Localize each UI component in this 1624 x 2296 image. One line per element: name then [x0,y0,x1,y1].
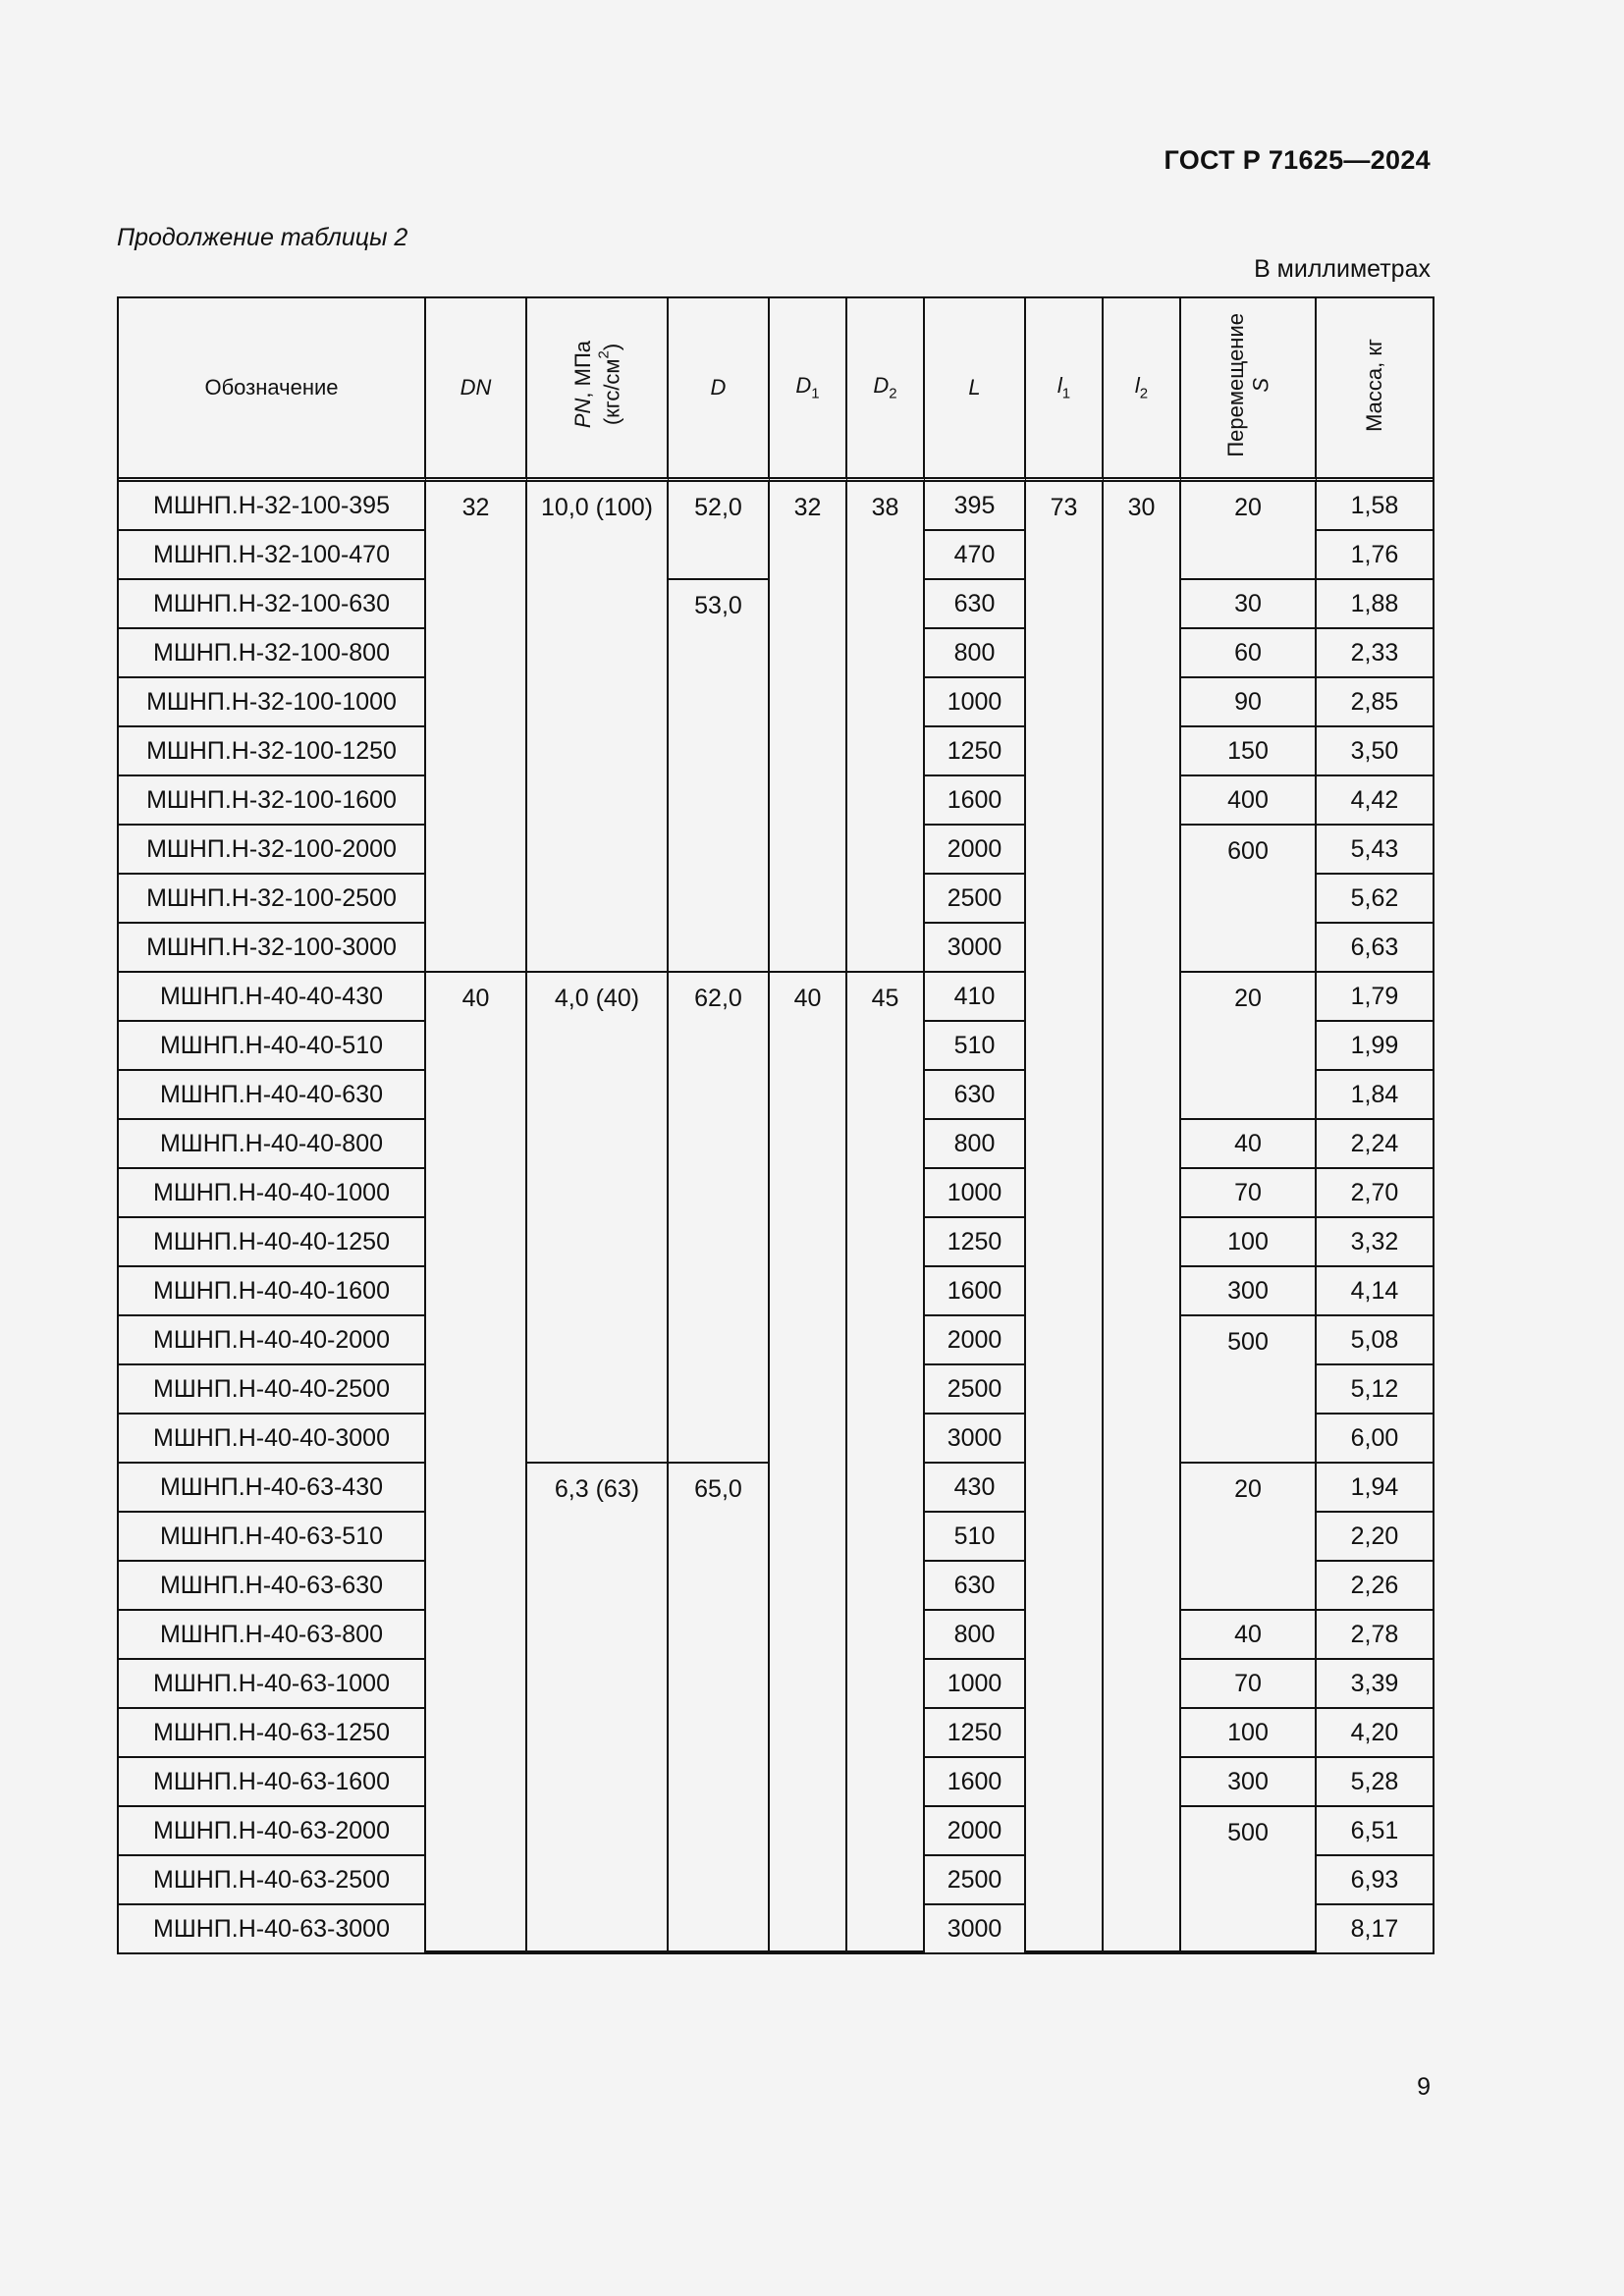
cell-displacement: 90 [1181,678,1317,727]
cell-length: 2000 [925,826,1026,875]
cell-pn: 4,0 (40) [527,973,669,1464]
cell-dn: 32 [426,482,527,973]
cell-designation: МШНП.Н-32-100-395 [119,482,426,531]
cell-length: 510 [925,1513,1026,1562]
col-header-d2: $D_2$ [847,298,925,482]
cell-designation: МШНП.Н-40-40-510 [119,1022,426,1071]
cell-mass: 2,33 [1317,629,1433,678]
cell-pn: 6,3 (63) [527,1464,669,1952]
cell-length: 1600 [925,1758,1026,1807]
cell-length: 2000 [925,1316,1026,1365]
cell-designation: МШНП.Н-40-40-1600 [119,1267,426,1316]
cell-mass: 1,88 [1317,580,1433,629]
cell-displacement: 40 [1181,1611,1317,1660]
cell-designation: МШНП.Н-32-100-2000 [119,826,426,875]
cell-mass: 6,51 [1317,1807,1433,1856]
cell-length: 430 [925,1464,1026,1513]
cell-designation: МШНП.Н-40-63-2500 [119,1856,426,1905]
cell-mass: 1,58 [1317,482,1433,531]
cell-displacement: 20 [1181,482,1317,580]
cell-displacement: 400 [1181,776,1317,826]
col-header-length: L [925,298,1026,482]
cell-d1: 32 [770,482,847,973]
table-continuation-caption: Продолжение таблицы 2 [117,224,408,251]
cell-length: 630 [925,580,1026,629]
cell-length: 1600 [925,776,1026,826]
cell-displacement: 60 [1181,629,1317,678]
cell-displacement: 40 [1181,1120,1317,1169]
cell-designation: МШНП.Н-40-40-3000 [119,1415,426,1464]
cell-displacement: 500 [1181,1316,1317,1464]
cell-mass: 2,24 [1317,1120,1433,1169]
cell-length: 3000 [925,1415,1026,1464]
cell-mass: 2,85 [1317,678,1433,727]
table-header-row [119,298,1433,482]
cell-length: 800 [925,1120,1026,1169]
cell-designation: МШНП.Н-40-40-2500 [119,1365,426,1415]
cell-d2: 38 [847,482,925,973]
cell-mass: 4,20 [1317,1709,1433,1758]
cell-mass: 6,63 [1317,924,1433,973]
cell-length: 510 [925,1022,1026,1071]
cell-mass: 5,12 [1317,1365,1433,1415]
cell-mass: 5,62 [1317,875,1433,924]
cell-length: 1000 [925,678,1026,727]
cell-designation: МШНП.Н-32-100-630 [119,580,426,629]
cell-designation: МШНП.Н-40-63-430 [119,1464,426,1513]
cell-d: 52,0 [669,482,770,580]
cell-length: 395 [925,482,1026,531]
cell-mass: 6,93 [1317,1856,1433,1905]
cell-designation: МШНП.Н-32-100-1000 [119,678,426,727]
cell-d: 53,0 [669,580,770,973]
cell-mass: 1,84 [1317,1071,1433,1120]
cell-length: 470 [925,531,1026,580]
col-header-mass: Масса, кг [1317,298,1433,482]
page-number: 9 [1417,2073,1431,2101]
cell-l2: 30 [1104,482,1181,1952]
table-row [119,482,1433,531]
cell-length: 1600 [925,1267,1026,1316]
cell-mass: 5,08 [1317,1316,1433,1365]
units-note: В миллиметрах [1254,255,1431,283]
col-header-dn: DN [426,298,527,482]
cell-designation: МШНП.Н-32-100-800 [119,629,426,678]
cell-displacement: 100 [1181,1218,1317,1267]
cell-length: 1250 [925,727,1026,776]
cell-mass: 5,43 [1317,826,1433,875]
cell-length: 1250 [925,1709,1026,1758]
cell-mass: 2,26 [1317,1562,1433,1611]
cell-designation: МШНП.Н-32-100-2500 [119,875,426,924]
cell-mass: 1,99 [1317,1022,1433,1071]
col-header-displacement: Перемещение S [1181,298,1317,482]
cell-d: 65,0 [669,1464,770,1952]
cell-length: 1250 [925,1218,1026,1267]
cell-designation: МШНП.Н-40-63-3000 [119,1905,426,1952]
cell-displacement: 300 [1181,1758,1317,1807]
cell-mass: 4,14 [1317,1267,1433,1316]
cell-mass: 2,20 [1317,1513,1433,1562]
cell-d1: 40 [770,973,847,1952]
cell-displacement: 150 [1181,727,1317,776]
col-header-d1: $D_1$ [770,298,847,482]
cell-mass: 4,42 [1317,776,1433,826]
cell-length: 800 [925,629,1026,678]
cell-designation: МШНП.Н-40-63-2000 [119,1807,426,1856]
cell-displacement: 20 [1181,1464,1317,1611]
cell-designation: МШНП.Н-32-100-1600 [119,776,426,826]
cell-d2: 45 [847,973,925,1952]
cell-displacement: 70 [1181,1660,1317,1709]
cell-designation: МШНП.Н-32-100-470 [119,531,426,580]
cell-displacement: 600 [1181,826,1317,973]
cell-mass: 2,78 [1317,1611,1433,1660]
cell-mass: 8,17 [1350,1914,1399,1943]
cell-designation: МШНП.Н-40-63-1000 [119,1660,426,1709]
cell-designation: МШНП.Н-40-63-1250 [119,1709,426,1758]
cell-designation: МШНП.Н-40-40-2000 [119,1316,426,1365]
col-header-designation: Обозначение [119,298,426,482]
col-header-pn: PN, МПа $(кгс/см^2)$ [527,298,669,482]
cell-designation: МШНП.Н-40-40-430 [119,973,426,1022]
cell-length: 630 [925,1562,1026,1611]
cell-mass: 3,50 [1317,727,1433,776]
cell-designation: МШНП.Н-32-100-3000 [119,924,426,973]
cell-displacement: 20 [1181,973,1317,1120]
cell-dn: 40 [426,973,527,1952]
cell-length: 2000 [925,1807,1026,1856]
cell-mass: 1,79 [1317,973,1433,1022]
cell-mass: 2,70 [1317,1169,1433,1218]
cell-designation: МШНП.Н-40-63-1600 [119,1758,426,1807]
cell-length: 2500 [925,1856,1026,1905]
cell-length: 1000 [925,1660,1026,1709]
cell-mass: 1,76 [1317,531,1433,580]
cell-mass: 6,00 [1317,1415,1433,1464]
cell-designation: МШНП.Н-40-40-630 [119,1071,426,1120]
cell-designation: МШНП.Н-40-63-510 [119,1513,426,1562]
document-code: ГОСТ Р 71625—2024 [1164,145,1431,175]
cell-displacement: 30 [1181,580,1317,629]
cell-d: 62,0 [669,973,770,1464]
cell-length: 1000 [925,1169,1026,1218]
cell-length: 3000 [925,924,1026,973]
cell-length: 2500 [925,1365,1026,1415]
cell-l1: 73 [1026,482,1104,1952]
cell-designation: МШНП.Н-40-40-800 [119,1120,426,1169]
cell-length: 800 [925,1611,1026,1660]
cell-mass: 5,28 [1317,1758,1433,1807]
col-header-l1: $l_1$ [1026,298,1104,482]
cell-length: 410 [925,973,1026,1022]
cell-displacement: 70 [1181,1169,1317,1218]
cell-length: 630 [925,1071,1026,1120]
cell-designation: МШНП.Н-40-63-630 [119,1562,426,1611]
specification-table [117,296,1435,1954]
cell-mass: 3,39 [1317,1660,1433,1709]
cell-designation: МШНП.Н-32-100-1250 [119,727,426,776]
cell-designation: МШНП.Н-40-63-800 [119,1611,426,1660]
col-header-d: D [669,298,770,482]
cell-length: 2500 [925,875,1026,924]
cell-designation: МШНП.Н-40-40-1250 [119,1218,426,1267]
cell-pn: 10,0 (100) [527,482,669,973]
cell-length: 3000 [925,1905,1026,1952]
cell-designation: МШНП.Н-40-40-1000 [119,1169,426,1218]
col-header-l2: $l_2$ [1104,298,1181,482]
cell-mass: 3,32 [1317,1218,1433,1267]
cell-displacement: 500 [1181,1807,1317,1952]
cell-displacement: 100 [1181,1709,1317,1758]
cell-mass: 1,94 [1317,1464,1433,1513]
cell-displacement: 300 [1181,1267,1317,1316]
table-row [119,973,1433,1022]
